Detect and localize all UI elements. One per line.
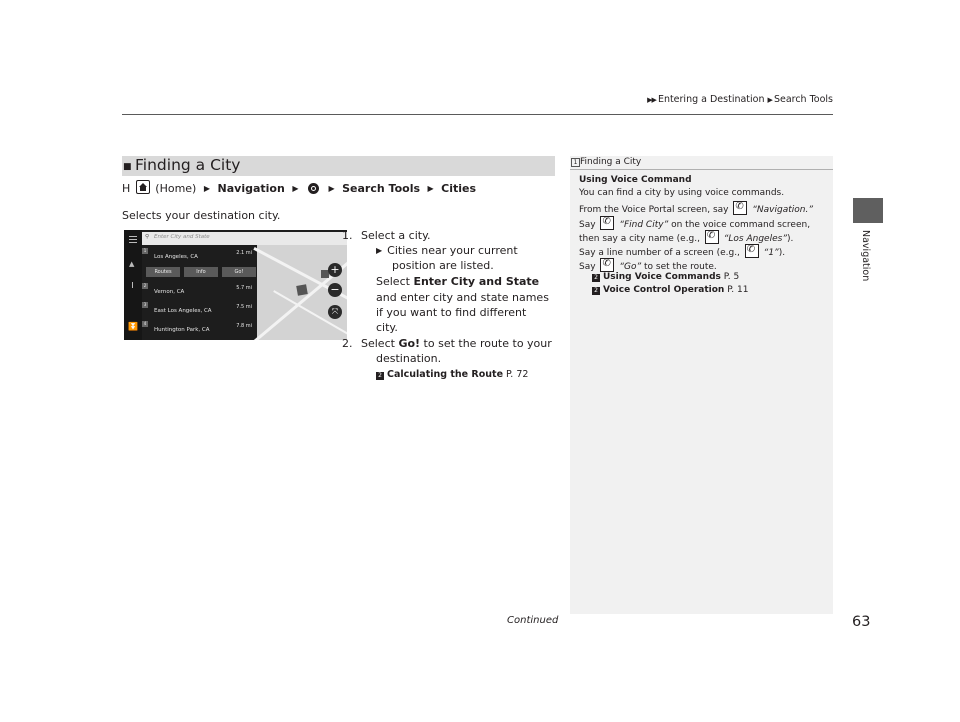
screenshot-search-icon: ⚲	[145, 234, 150, 240]
arrow-icon: ▶	[292, 184, 299, 193]
page-header	[0, 88, 960, 118]
note-text-part: ).	[778, 248, 786, 258]
page-number: 63	[852, 614, 871, 630]
link-page: P. 5	[723, 272, 740, 282]
voice-command-quote: “Find City”	[619, 220, 669, 230]
step-1-number: 1.	[342, 229, 353, 242]
note-bullet-icon: 1	[571, 158, 580, 167]
down-icon: ⏬	[128, 322, 138, 331]
row-name: Huntington Park, CA	[154, 327, 210, 333]
screenshot-routes-button: Routes	[146, 267, 180, 277]
cross-reference-link[interactable]	[592, 284, 748, 297]
note-title: Using Voice Command	[579, 175, 692, 185]
menu-cities: Cities	[441, 182, 477, 195]
chapter-tab	[853, 198, 883, 223]
row-name: Vernon, CA	[154, 289, 185, 295]
row-name: East Los Angeles, CA	[154, 308, 212, 314]
note-text-part: to set the route.	[644, 262, 717, 272]
h-label: H	[122, 182, 131, 195]
link-arrow-icon: 2	[376, 372, 384, 380]
menu-path	[122, 180, 562, 196]
row-distance: 5.7 mi	[236, 285, 252, 291]
scroll-indicator	[132, 282, 133, 288]
arrow-icon: ▶	[203, 184, 211, 193]
voice-talk-icon	[733, 201, 747, 215]
voice-command-quote: “Los Angeles”	[723, 234, 787, 244]
row-number: 2	[143, 283, 147, 288]
note-text-part: then say a city name (e.g.,	[579, 234, 700, 244]
step-1-result	[376, 243, 518, 259]
go-label: Go!	[398, 337, 421, 350]
search-icon	[308, 183, 319, 194]
step-text: if you want to find different	[376, 306, 527, 319]
step-text: to set the route to your	[423, 337, 552, 350]
screenshot-list-item	[143, 248, 254, 266]
step-text: city.	[376, 321, 398, 334]
link-arrow-icon: 2	[592, 274, 600, 282]
note-panel	[570, 156, 833, 614]
link-title: Calculating the Route	[387, 369, 504, 380]
intro-text: Selects your destination city.	[122, 209, 281, 222]
voice-command-quote: “Go”	[619, 262, 642, 272]
zoom-out-icon: −	[328, 283, 342, 297]
note-text: You can find a city by using voice commands.	[579, 188, 785, 198]
arrow-icon: ▶	[328, 184, 335, 193]
header-divider	[122, 114, 833, 115]
up-icon: ▲	[129, 260, 135, 268]
screenshot-search-placeholder: Enter City and State	[154, 234, 210, 240]
zoom-in-icon: +	[328, 263, 342, 277]
step-text	[376, 274, 539, 290]
row-number: 1	[143, 248, 147, 253]
screenshot-go-button: Go!	[222, 267, 256, 277]
enter-city-and-state-label: Enter City and State	[413, 275, 540, 288]
continued-label: Continued	[507, 615, 559, 626]
voice-command-quote: “1”	[763, 248, 779, 258]
screenshot-list-item	[143, 302, 254, 320]
step-text: Cities near your current	[387, 244, 518, 257]
menu-navigation: Navigation	[217, 182, 285, 195]
link-arrow-icon: 2	[592, 287, 600, 295]
chapter-tab-text: Navigation	[860, 230, 871, 282]
row-number: 4	[143, 321, 147, 326]
note-text-part: Say	[579, 220, 596, 230]
step-1-text: Select a city.	[361, 229, 431, 242]
home-label: (Home)	[155, 182, 197, 195]
voice-talk-icon	[745, 244, 759, 258]
note-heading	[570, 156, 833, 170]
menu-search-tools: Search Tools	[342, 182, 421, 195]
voice-command-quote: “Navigation.”	[752, 205, 813, 215]
home-icon	[136, 180, 150, 194]
screenshot-info-button: Info	[184, 267, 218, 277]
menu-icon	[129, 236, 137, 237]
breadcrumb	[488, 94, 833, 105]
section-title: Finding a City	[135, 156, 241, 174]
note-text	[579, 201, 813, 217]
section-heading	[122, 156, 555, 176]
breadcrumb-arrow-icon: ▶▶	[647, 96, 656, 104]
link-title: Voice Control Operation	[603, 285, 725, 295]
row-distance: 7.8 mi	[236, 323, 252, 329]
note-text-part: Say	[579, 262, 596, 272]
link-page: P. 72	[506, 369, 529, 380]
link-title: Using Voice Commands	[603, 272, 721, 282]
screenshot-search-bar	[142, 232, 347, 245]
row-number: 3	[143, 302, 147, 307]
link-page: P. 11	[727, 285, 749, 295]
square-bullet-icon: ■	[123, 162, 132, 172]
step-text: Select	[361, 337, 395, 350]
step-2-text	[361, 336, 552, 352]
row-name: Los Angeles, CA	[154, 254, 198, 260]
breadcrumb-arrow-icon: ▶	[767, 96, 772, 104]
row-distance: 7.5 mi	[236, 304, 252, 310]
step-text: destination.	[376, 352, 442, 365]
step-2-number: 2.	[342, 337, 353, 350]
note-heading-text: Finding a City	[580, 157, 642, 167]
arrow-icon: ▶	[427, 184, 434, 193]
result-arrow-icon: ▶	[376, 246, 383, 255]
step-text: and enter city and state names	[376, 291, 549, 304]
screenshot-map	[257, 245, 347, 340]
step-text: position are listed.	[392, 259, 494, 272]
cross-reference-link[interactable]	[592, 271, 739, 284]
note-text-part: Say a line number of a screen (e.g.,	[579, 248, 740, 258]
voice-talk-icon	[600, 216, 614, 230]
note-text-part: on the voice command screen,	[671, 220, 811, 230]
map-pin-icon	[296, 284, 308, 296]
nav-screenshot	[124, 230, 347, 340]
screenshot-left-rail	[124, 230, 142, 340]
step-text: Select	[376, 275, 410, 288]
row-distance: 2.1 mi	[236, 250, 252, 256]
note-text-part: From the Voice Portal screen, say	[579, 205, 729, 215]
breadcrumb-item[interactable]: Search Tools	[773, 94, 833, 105]
breadcrumb-item[interactable]: Entering a Destination	[657, 94, 765, 105]
voice-talk-icon	[705, 230, 719, 244]
screenshot-list-item	[143, 321, 254, 339]
voice-talk-icon	[600, 258, 614, 272]
chapter-tab-label	[860, 230, 876, 290]
screenshot-list-item	[143, 283, 254, 301]
cross-reference-link[interactable]	[376, 369, 528, 380]
note-text-part: ).	[786, 234, 794, 244]
fullscreen-icon: ⤧	[328, 305, 342, 319]
